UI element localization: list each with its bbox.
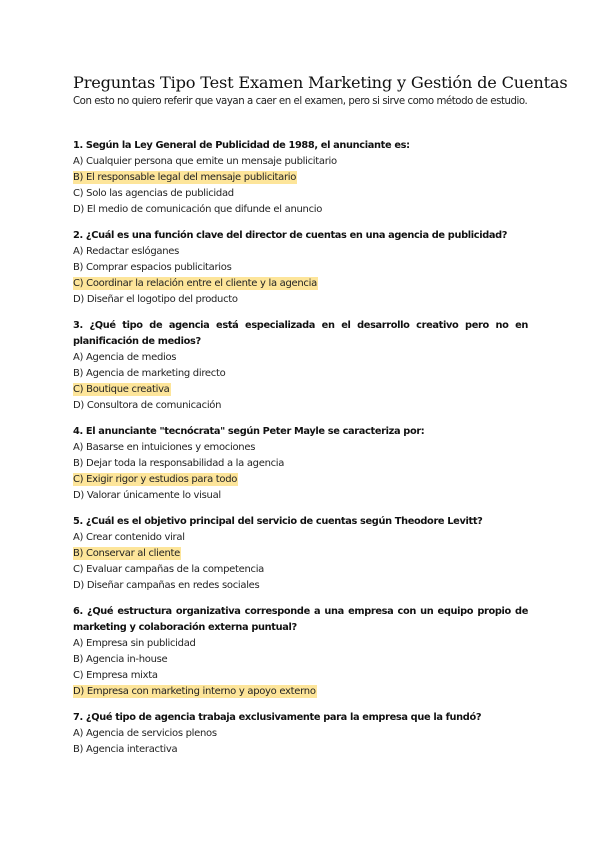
answer-option-label: D) Diseñar campañas en redes sociales [73,580,260,591]
answer-option-label: A) Agencia de medios [73,352,177,363]
answer-option-label: B) El responsable legal del mensaje publicitario [73,172,297,183]
answer-option [73,154,528,170]
answer-option [73,488,528,504]
answer-option [73,440,528,456]
answer-option-correct [73,170,528,186]
answer-option [73,578,528,594]
answer-option-correct [73,472,528,488]
answer-option [73,652,528,668]
answer-option [73,366,528,382]
answer-option-label: D) Consultora de comunicación [73,400,222,411]
answer-option [73,350,528,366]
answer-option [73,742,528,758]
answer-option-label: B) Conservar al cliente [73,548,180,559]
answer-option-label: B) Comprar espacios publicitarios [73,262,232,273]
answer-option-label: C) Empresa mixta [73,670,158,681]
question-block [73,228,528,308]
answer-option-label: A) Redactar eslóganes [73,246,180,257]
answer-option [73,668,528,684]
answer-option-label: A) Cualquier persona que emite un mensaje publicitario [73,156,337,167]
answer-option [73,530,528,546]
answer-option-label: A) Basarse en intuiciones y emociones [73,442,256,453]
question-block [73,424,528,504]
answer-option [73,202,528,218]
answer-option-label: C) Exigir rigor y estudios para todo [73,474,238,485]
answer-option-label: D) Valorar únicamente lo visual [73,490,221,501]
question-block [73,138,528,218]
answer-option-label: C) Evaluar campañas de la competencia [73,564,264,575]
answer-option-label: B) Dejar toda la responsabilidad a la agencia [73,458,285,469]
answer-option-label: B) Agencia interactiva [73,744,178,755]
answer-option [73,456,528,472]
question-block [73,318,528,414]
answer-option-label: C) Solo las agencias de publicidad [73,188,234,199]
answer-option [73,260,528,276]
answer-option-label: D) El medio de comunicación que difunde el anuncio [73,204,323,215]
answer-option [73,186,528,202]
question-block [73,514,528,594]
question-block [73,710,528,758]
answer-option-label: B) Agencia de marketing directo [73,368,226,379]
answer-option [73,244,528,260]
answer-option [73,726,528,742]
question-text: 6. ¿Qué estructura organizativa corresponde a una empresa con un equipo propio de marketing y colaboración externa puntual? [73,606,528,633]
answer-option [73,636,528,652]
answer-option-label: B) Agencia in-house [73,654,168,665]
answer-option-correct [73,546,528,562]
answer-option-label: C) Coordinar la relación entre el cliente y la agencia [73,278,317,289]
answer-option [73,398,528,414]
answer-option [73,292,528,308]
answer-option-correct [73,684,528,700]
document-subtitle: Con esto no quiero referir que vayan a caer en el examen, pero si sirve como método de estudio. [73,96,528,107]
question-text: 3. ¿Qué tipo de agencia está especializada en el desarrollo creativo pero no en planificación de medios? [73,320,528,347]
answer-option [73,562,528,578]
answer-option-label: D) Diseñar el logotipo del producto [73,294,238,305]
question-list [73,138,528,768]
answer-option-label: A) Crear contenido viral [73,532,185,543]
answer-option-label: D) Empresa con marketing interno y apoyo externo [73,686,316,697]
question-text: 5. ¿Cuál es el objetivo principal del servicio de cuentas según Theodore Levitt? [73,516,483,527]
question-text: 7. ¿Qué tipo de agencia trabaja exclusivamente para la empresa que la fundó? [73,712,482,723]
answer-option-label: C) Boutique creativa [73,384,170,395]
document-title: Preguntas Tipo Test Examen Marketing y Gestión de Cuentas [73,73,568,92]
answer-option-label: A) Agencia de servicios plenos [73,728,217,739]
answer-option-label: A) Empresa sin publicidad [73,638,196,649]
answer-option-correct [73,276,528,292]
answer-option-correct [73,382,528,398]
question-block [73,604,528,700]
question-text: 1. Según la Ley General de Publicidad de 1988, el anunciante es: [73,140,410,151]
question-text: 4. El anunciante "tecnócrata" según Peter Mayle se caracteriza por: [73,426,425,437]
question-text: 2. ¿Cuál es una función clave del director de cuentas en una agencia de publicidad? [73,230,508,241]
